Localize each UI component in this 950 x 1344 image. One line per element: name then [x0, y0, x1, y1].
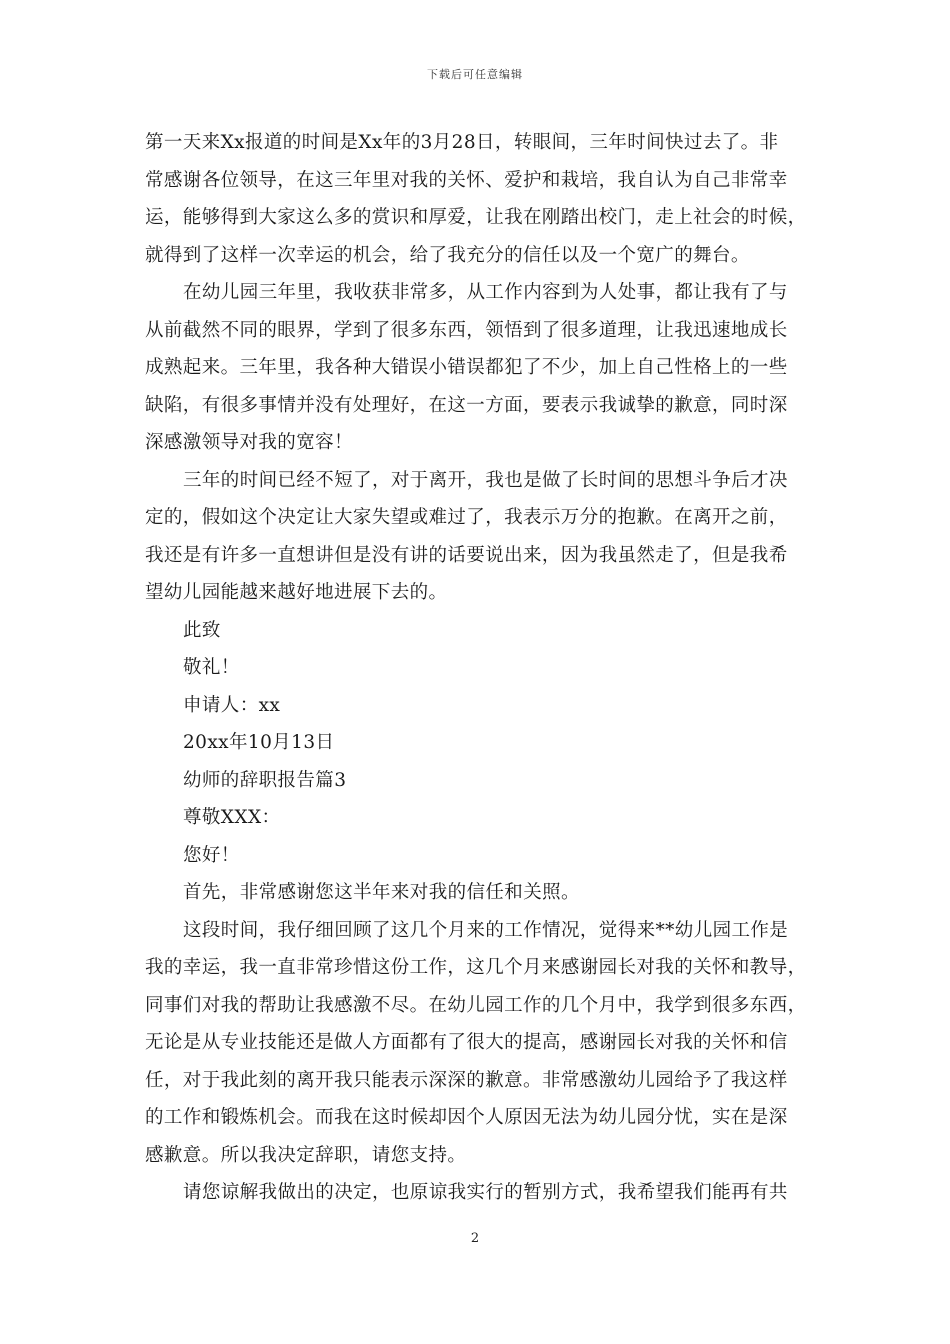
text-line: 此致 [183, 619, 221, 641]
text-line: 定的，假如这个决定让大家失望或难过了，我表示万分的抱歉。在离开之前， [145, 507, 788, 528]
text-line: 我的幸运，我一直非常珍惜这份工作，这几个月来感谢园长对我的关怀和教导， [145, 957, 807, 978]
text-line: 幼师的辞职报告篇3 [183, 769, 347, 791]
text-line: 申请人：xx [183, 694, 281, 716]
text-line: 我还是有许多一直想讲但是没有讲的话要说出来，因为我虽然走了，但是我希 [145, 544, 788, 566]
text-line: 敬礼！ [183, 657, 240, 678]
text-line: 就得到了这样一次幸运的机会，给了我充分的信任以及一个宽广的舞台。 [145, 244, 750, 266]
page-header: 下载后可任意编辑 [427, 68, 523, 81]
page-number: 2 [470, 1231, 480, 1246]
text-line: 望幼儿园能越来越好地进展下去的。 [145, 582, 448, 603]
text-line: 无论是从专业技能还是做人方面都有了很大的提高，感谢园长对我的关怀和信 [145, 1032, 788, 1053]
text-line: 成熟起来。三年里，我各种大错误小错误都犯了不少，加上自己性格上的一些 [145, 357, 788, 378]
text-line: 请您谅解我做出的决定，也原谅我实行的暂别方式，我希望我们能再有共 [183, 1182, 788, 1203]
text-line: 常感谢各位领导，在这三年里对我的关怀、爱护和栽培，我自认为自己非常幸 [145, 169, 788, 191]
text-line: 20xx年10月13日 [183, 732, 335, 753]
text-line: 这段时间，我仔细回顾了这几个月来的工作情况，觉得来**幼儿园工作是 [183, 919, 789, 941]
text-line: 运，能够得到大家这么多的赏识和厚爱，让我在刚踏出校门，走上社会的时候， [145, 207, 807, 228]
document-body [145, 124, 817, 1212]
text-line: 尊敬XXX： [183, 807, 281, 828]
text-line: 感歉意。所以我决定辞职，请您支持。 [145, 1144, 467, 1166]
text-line: 首先，非常感谢您这半年来对我的信任和关照。 [183, 882, 580, 903]
text-line: 任，对于我此刻的离开我只能表示深深的歉意。非常感激幼儿园给予了我这样 [145, 1069, 788, 1091]
text-line: 同事们对我的帮助让我感激不尽。在幼儿园工作的几个月中，我学到很多东西， [145, 994, 807, 1016]
text-line: 从前截然不同的眼界，学到了很多东西，领悟到了很多道理，让我迅速地成长 [145, 319, 788, 341]
text-line: 您好！ [183, 844, 240, 866]
text-line: 深感激领导对我的宽容！ [145, 432, 353, 453]
text-line: 第一天来Xx报道的时间是Xx年的3月28日，转眼间，三年时间快过去了。非 [145, 132, 779, 153]
text-line: 三年的时间已经不短了，对于离开，我也是做了长时间的思想斗争后才决 [183, 469, 788, 491]
text-line: 在幼儿园三年里，我收获非常多，从工作内容到为人处事，都让我有了与 [183, 282, 788, 303]
text-line: 的工作和锻炼机会。而我在这时候却因个人原因无法为幼儿园分忧，实在是深 [145, 1107, 788, 1128]
text-line: 缺陷，有很多事情并没有处理好，在这一方面，要表示我诚挚的歉意，同时深 [145, 394, 788, 416]
